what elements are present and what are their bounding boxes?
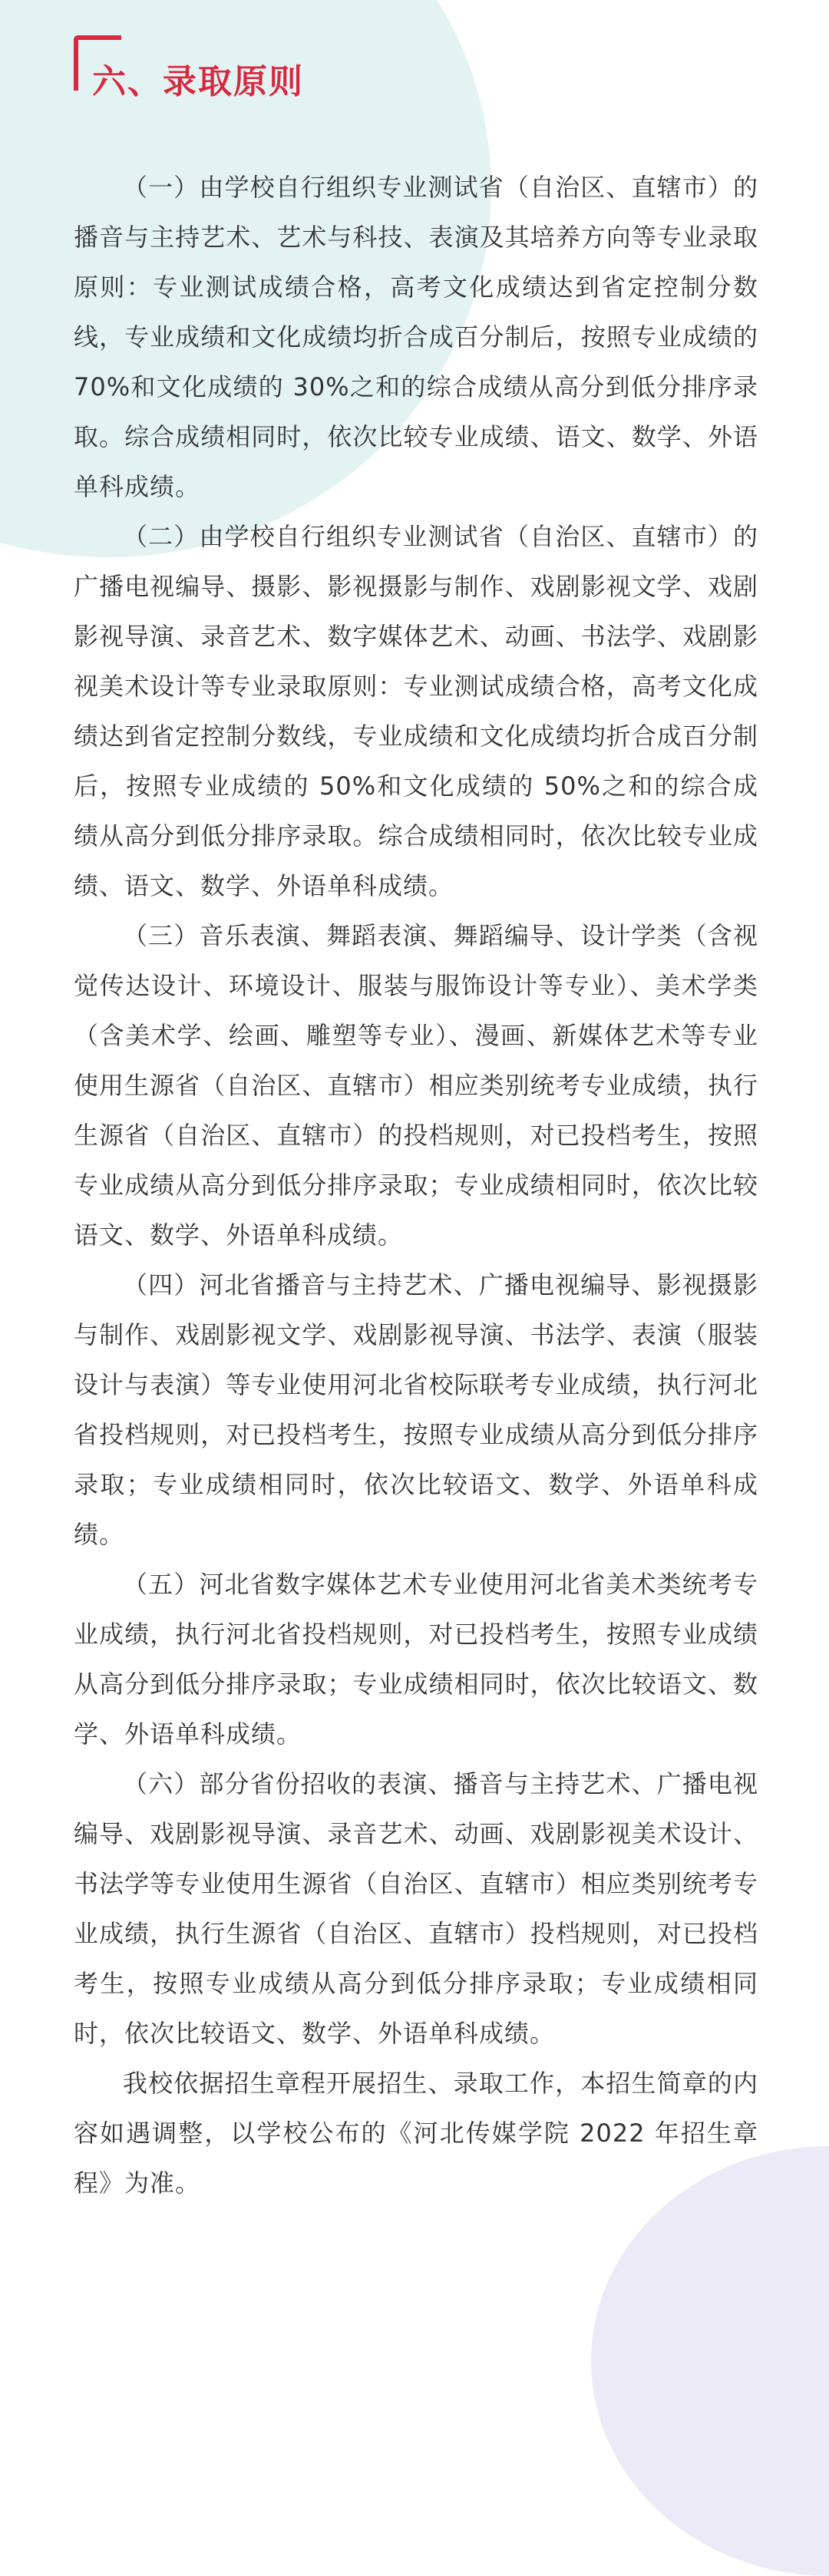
section-title: 六、录取原则 (92, 62, 304, 101)
paragraph-2: （二）由学校自行组织专业测试省（自治区、直辖市）的广播电视编导、摄影、影视摄影与制作、戏剧影视文学、戏剧影视导演、录音艺术、数字媒体艺术、动画、书法学、戏剧影视美术设计等专业录取原则：专业测试成绩合格，高考文化成绩达到省定控制分数线，专业成绩和文化成绩均折合成百分制后，按照专业成绩的 50%和文化成绩的 50%之和的综合成绩从高分到低分排序录取。综合成绩相同时，依次比较专业成绩、语文、数学、外语单科成绩。 (74, 522, 758, 900)
paragraph-4: （四）河北省播音与主持艺术、广播电视编导、影视摄影与制作、戏剧影视文学、戏剧影视导演、书法学、表演（服装设计与表演）等专业使用河北省校际联考专业成绩，执行河北省投档规则，对已投档考生，按照专业成绩从高分到低分排序录取；专业成绩相同时，依次比较语文、数学、外语单科成绩。 (74, 1270, 758, 1549)
decorative-circle-bottom (591, 2146, 829, 2576)
document-content (0, 35, 829, 2208)
paragraph-6: （六）部分省份招收的表演、播音与主持艺术、广播电视编导、戏剧影视导演、录音艺术、动画、戏剧影视美术设计、书法学等专业使用生源省（自治区、直辖市）相应类别统考专业成绩，执行生源省（自治区、直辖市）投档规则，对已投档考生，按照专业成绩从高分到低分排序录取；专业成绩相同时，依次比较语文、数学、外语单科成绩。 (74, 1769, 758, 2048)
paragraph-list (74, 163, 758, 2208)
paragraph-7: 我校依据招生章程开展招生、录取工作，本招生简章的内容如遇调整，以学校公布的《河北传媒学院 2022 年招生章程》为准。 (74, 2069, 758, 2198)
section-heading (74, 35, 758, 104)
paragraph-3: （三）音乐表演、舞蹈表演、舞蹈编导、设计学类（含视觉传达设计、环境设计、服装与服饰设计等专业）、美术学类（含美术学、绘画、雕塑等专业）、漫画、新媒体艺术等专业使用生源省（自治区、直辖市）相应类别统考专业成绩，执行生源省（自治区、直辖市）的投档规则，对已投档考生，按照专业成绩从高分到低分排序录取；专业成绩相同时，依次比较语文、数学、外语单科成绩。 (74, 921, 758, 1250)
paragraph-5: （五）河北省数字媒体艺术专业使用河北省美术类统考专业成绩，执行河北省投档规则，对已投档考生，按照专业成绩从高分到低分排序录取；专业成绩相同时，依次比较语文、数学、外语单科成绩。 (74, 1570, 758, 1749)
paragraph-1: （一）由学校自行组织专业测试省（自治区、直辖市）的播音与主持艺术、艺术与科技、表演及其培养方向等专业录取原则：专业测试成绩合格，高考文化成绩达到省定控制分数线，专业成绩和文化成绩均折合成百分制后，按照专业成绩的 70%和文化成绩的 30%之和的综合成绩从高分到低分排序录取。综合成绩相同时，依次比较专业成绩、语文、数学、外语单科成绩。 (74, 173, 758, 501)
